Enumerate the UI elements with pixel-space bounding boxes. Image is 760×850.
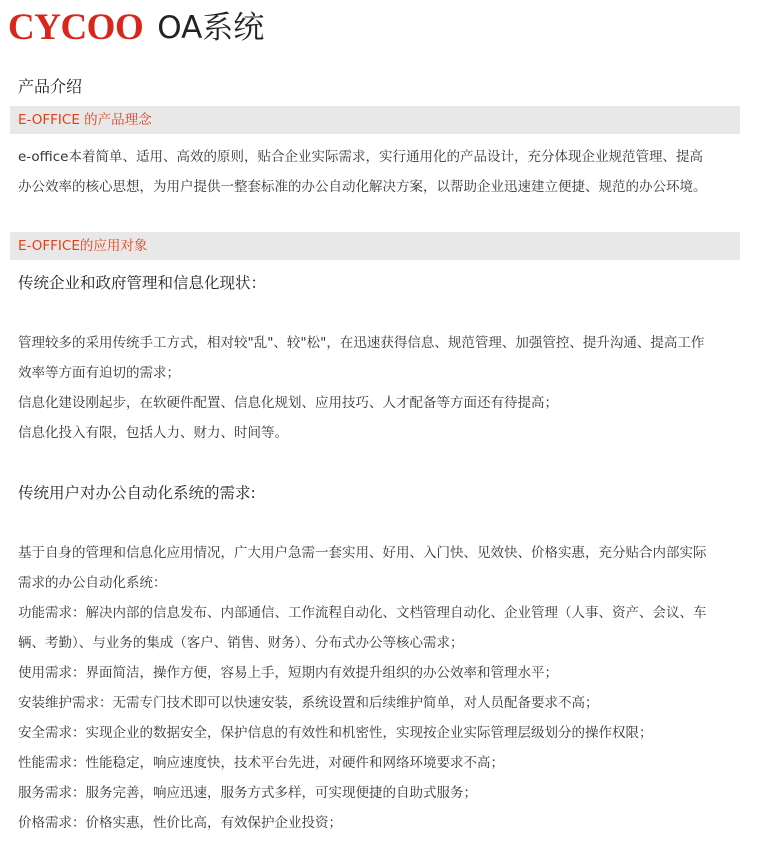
section-heading-application-target: E-OFFICE的应用对象 <box>10 232 740 260</box>
subheading-current-status: 传统企业和政府管理和信息化现状： <box>18 274 267 292</box>
needs-line-2: 需求的办公自动化系统： <box>18 575 167 591</box>
section-heading-product-concept: E-OFFICE 的产品理念 <box>10 106 740 134</box>
needs-line-9: 服务需求：服务完善，响应迅速，服务方式多样，可实现便捷的自助式服务； <box>18 785 477 801</box>
status-line-1: 管理较多的采用传统手工方式，相对较"乱"、较"松"，在迅速获得信息、规范管理、加强管控、提升沟通、提高工作 <box>18 335 705 351</box>
needs-line-5: 使用需求：界面简洁，操作方便，容易上手，短期内有效提升组织的办公效率和管理水平； <box>18 665 558 681</box>
subheading-user-needs: 传统用户对办公自动化系统的需求: <box>18 484 256 502</box>
needs-line-7: 安全需求：实现企业的数据安全，保护信息的有效性和机密性，实现按企业实际管理层级划分的操作权限； <box>18 725 653 741</box>
cycoo-logo: CYCOO <box>8 7 144 48</box>
page-title: 产品介绍 <box>18 77 83 96</box>
system-title: OA系统 <box>157 10 265 46</box>
needs-line-10: 价格需求：价格实惠，性价比高，有效保护企业投资； <box>18 815 342 831</box>
needs-line-3: 功能需求：解决内部的信息发布、内部通信、工作流程自动化、文档管理自动化、企业管理（人事、资产、会议、车 <box>18 605 707 621</box>
status-line-3: 信息化建设刚起步，在软硬件配置、信息化规划、应用技巧、人才配备等方面还有待提高； <box>18 395 558 411</box>
needs-line-8: 性能需求：性能稳定，响应速度快，技术平台先进，对硬件和网络环境要求不高； <box>18 755 504 771</box>
page-header <box>8 6 264 50</box>
concept-line-2: 办公效率的核心思想，为用户提供一整套标准的办公自动化解决方案，以帮助企业迅速建立便捷、规范的办公环境。 <box>18 179 707 195</box>
needs-line-1: 基于自身的管理和信息化应用情况，广大用户急需一套实用、好用、入门快、见效快、价格实惠，充分贴合内部实际 <box>18 545 707 561</box>
needs-line-4: 辆、考勤）、与业务的集成（客户、销售、财务）、分布式办公等核心需求； <box>18 635 464 651</box>
concept-line-1: e-office本着简单、适用、高效的原则，贴合企业实际需求，实行通用化的产品设计，充分体现企业规范管理、提高 <box>18 149 703 165</box>
status-line-4: 信息化投入有限，包括人力、财力、时间等。 <box>18 425 288 441</box>
status-line-2: 效率等方面有迫切的需求； <box>18 365 180 381</box>
needs-line-6: 安装维护需求：无需专门技术即可以快速安装，系统设置和后续维护简单，对人员配备要求不高； <box>18 695 599 711</box>
